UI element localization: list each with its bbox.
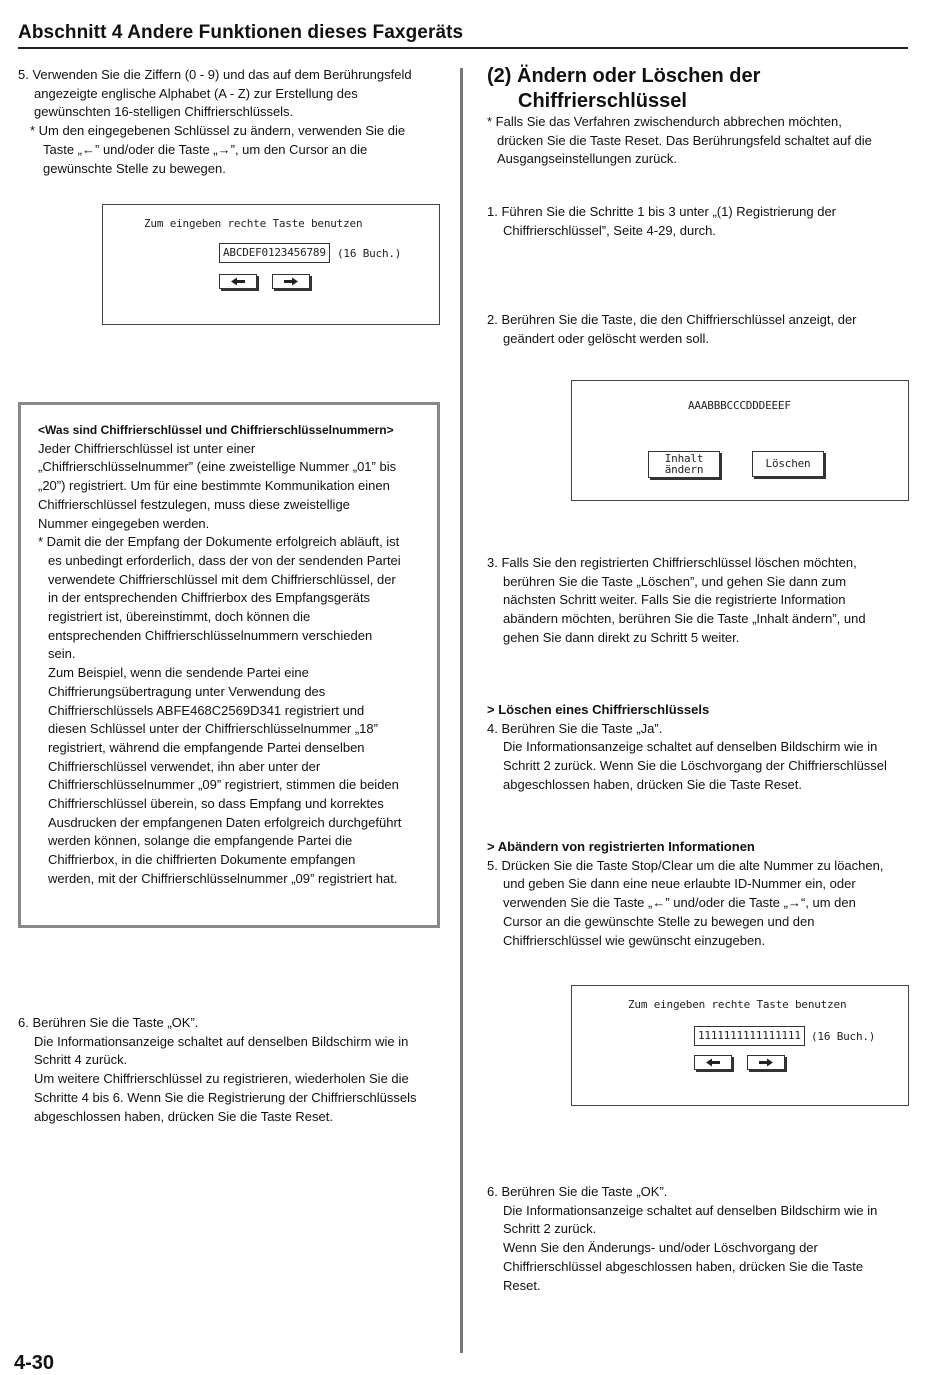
step-line: Schritte 4 bis 6. Wenn Sie die Registrierung der Chiffrierschlüssels [34,1089,417,1105]
info-note-line: Chiffrierungsübertragung unter Verwendung des [48,683,326,699]
step-line: 3. Falls Sie den registrierten Chiffrierschlüssel löschen möchten, [487,555,857,570]
step-6-left [18,1014,448,1126]
change-subheading: > Abändern von registrierten Informationen [487,839,755,854]
selected-key[interactable]: AAABBBCCCDDDEEEF [688,399,791,412]
step-line: verwenden Sie die Taste „←” und/oder die Taste „→“, um den [503,895,856,911]
info-note-line: registriert ist, übereinstimmt, doch können die [48,609,311,625]
step-line: 5. Drücken Sie die Taste Stop/Clear um die alte Nummer zu löachen, [487,857,884,873]
key-input-field[interactable] [694,1026,805,1046]
step-line: angezeigte englische Alphabet (A - Z) zur Erstellung des [34,85,358,101]
header-rule [18,47,908,49]
info-box-chiffrierschluessel [18,402,440,928]
step-6-right [487,1183,917,1295]
step-line: Chiffrierschlüssel abgeschlossen haben, drücken Sie die Taste [503,1258,864,1274]
panel-title: Zum eingeben rechte Taste benutzen [144,217,363,230]
info-line: Nummer eingegeben werden. [38,515,210,531]
info-note-line: Zum Beispiel, wenn die sendende Partei eine [48,665,309,681]
column-divider [460,68,463,1353]
step-line: 5. Verwenden Sie die Ziffern (0 - 9) und das auf dem Berührungsfeld [18,67,412,82]
info-line: „20”) registriert. Um für eine bestimmte Kommunikation einen [38,478,390,494]
note-line: * Falls Sie das Verfahren zwischendurch abbrechen möchten, [487,114,842,129]
note-line: * Um den eingegebenen Schlüssel zu ändern, verwenden Sie die [30,123,406,139]
change-content-button[interactable] [648,451,720,478]
step-line: Schritt 4 zurück. [34,1052,128,1068]
char-count-label: (16 Buch.) [811,1030,876,1043]
step-line: Wenn Sie den Änderungs- und/oder Löschvorgang der [503,1240,818,1256]
info-note-line: diesen Schlüssel unter der Chiffrierschlüsselnummer „18” [48,721,378,737]
note-line: drücken Sie die Taste Reset. Das Berührungsfeld schaltet auf die [497,132,872,148]
info-note-line: Chiffrierbox, in die chiffrierten Dokumente empfangen [48,852,356,868]
note-line: Ausgangseinstellungen zurück. [497,151,677,167]
step-line: Reset. [503,1277,541,1293]
change-section [487,838,927,950]
arrow-right-icon [273,275,309,288]
arrow-left-icon [220,275,256,288]
key-value: ABCDEF0123456789 [223,246,326,259]
cursor-left-button[interactable] [219,274,257,289]
step-line: 1. Führen Sie die Schritte 1 bis 3 unter „(1) Registrierung der [487,204,837,219]
key-value: 1111111111111111 [698,1029,801,1042]
step-line: Schritt 2 zurück. Wenn Sie die Löschvorgang der Chiffrierschlüssel [503,758,887,774]
step-line: Die Informationsanzeige schaltet auf denselben Bildschirm wie in [503,1202,878,1218]
step-line: Die Informationsanzeige schaltet auf denselben Bildschirm wie in [34,1033,409,1049]
step-1-right [487,203,917,240]
info-note-line: sein. [48,646,76,662]
info-box-content [38,421,433,889]
step-line: geändert oder gelöscht werden soll. [503,330,709,346]
note-line: Taste „←” und/oder die Taste „→”, um den Cursor an die [43,141,368,157]
info-line: Chiffrierschlüssel festzulegen, muss diese zweistellige [38,496,350,512]
info-note-line: in der entsprechenden Chiffrierbox des Empfangsgeräts [48,590,371,606]
button-label: Löschen [765,457,811,470]
note-line: gewünschte Stelle zu bewegen. [43,160,226,176]
info-note-line: Chiffrierschlüssel verwendet, ihn aber unter der [48,758,321,774]
step-line: nächsten Schritt weiter. Falls Sie die registrierte Information [503,592,846,608]
button-label: Inhalt [664,452,704,465]
touch-panel-entry-screen [102,204,440,325]
step-line: Schritt 2 zurück. [503,1221,597,1237]
step-line: Cursor an die gewünschte Stelle zu bewegen und den [503,913,815,929]
info-note-line: werden können, solange die empfangende Partei die [48,833,353,849]
step-2-right [487,311,917,348]
cursor-right-button[interactable] [272,274,310,289]
info-note-line: registriert, während die empfangende Partei denselben [48,739,365,755]
char-count-label: (16 Buch.) [337,247,402,260]
reset-note [487,113,917,169]
section-title-line: Chiffrierschlüssel [518,90,687,112]
info-note-line: * Damit die der Empfang der Dokumente erfolgreich abläuft, ist [38,534,400,550]
step-line: abgeschlossen haben, drücken Sie die Taste Reset. [34,1108,333,1124]
step-3-right [487,554,917,648]
step-line: 2. Berühren Sie die Taste, die den Chiffrierschlüssel anzeigt, der [487,312,857,327]
step-line: Chiffrierschlüssel”, Seite 4-29, durch. [503,222,716,238]
delete-section [487,701,917,795]
cursor-right-button[interactable] [747,1055,785,1070]
step-line: abgeschlossen haben, drücken Sie die Taste Reset. [503,776,802,792]
arrow-left-icon [695,1056,731,1069]
info-note-line: entsprechenden Chiffrierschlüsselnummern verschieden [48,627,373,643]
step-line: Chiffrierschlüssel wie gewünscht einzugeben. [503,932,766,948]
step-line: gehen Sie dann direkt zu Schritt 5 weiter. [503,629,740,645]
step-line: Die Informationsanzeige schaltet auf denselben Bildschirm wie in [503,739,878,755]
delete-button[interactable] [752,451,824,477]
step-line: 6. Berühren Sie die Taste „OK”. [18,1015,199,1030]
info-note-line: verwendete Chiffrierschlüssel mit dem Chiffrierschlüssel, der [48,571,396,587]
info-note-body [38,552,433,889]
info-note-line: es unbedingt erforderlich, dass der von der sendenden Partei [48,552,401,568]
delete-subheading: > Löschen eines Chiffrierschlüssels [487,702,710,717]
cursor-left-button[interactable] [694,1055,732,1070]
touch-panel-entry-screen-2 [571,985,909,1106]
info-note-line: Ausdrucken der empfangenen Daten erfolgreich durchgeführt [48,814,402,830]
info-note-line: Chiffrierschlüsselnummer „09” registriert, stimmen die beiden [48,777,399,793]
step-5-left [18,66,448,178]
step-line: berühren Sie die Taste „Löschen”, und gehen Sie dann zum [503,573,847,589]
section-title-line: (2) Ändern oder Löschen der [487,65,761,87]
touch-panel-key-select-screen [571,380,909,501]
page-number: 4-30 [14,1352,55,1374]
section-title [487,64,760,114]
step-line: gewünschten 16-stelligen Chiffrierschlüssels. [34,104,294,120]
arrow-right-icon [748,1056,784,1069]
key-input-field[interactable] [219,243,330,263]
step-line: 6. Berühren Sie die Taste „OK”. [487,1184,668,1199]
info-note-line: werden, mit der Chiffrierschlüsselnummer „09” registriert hat. [48,870,398,886]
info-box-heading: <Was sind Chiffrierschlüssel und Chiffrierschlüsselnummern> [38,423,394,437]
step-line: 4. Berühren Sie die Taste „Ja”. [487,720,663,736]
button-label: ändern [664,463,704,476]
panel-title: Zum eingeben rechte Taste benutzen [628,998,847,1011]
step-line: und geben Sie dann eine neue erlaubte ID-Nummer ein, oder [503,876,856,892]
info-line: Jeder Chiffrierschlüssel ist unter einer [38,440,256,456]
info-note-line: Chiffrierschlüssels ABFE468C2569D341 registriert und [48,702,365,718]
step-line: abändern möchten, berühren Sie die Taste „Inhalt ändern”, und [503,611,866,627]
section-header-title: Abschnitt 4 Andere Funktionen dieses Faxgeräts [18,22,464,43]
info-line: „Chiffrierschlüsselnummer” (eine zweistellige Nummer „01” bis [38,459,397,475]
step-line: Um weitere Chiffrierschlüssel zu registrieren, wiederholen Sie die [34,1071,409,1087]
info-note-line: Chiffrierschlüssel überein, so dass Empfang und korrektes [48,796,384,812]
